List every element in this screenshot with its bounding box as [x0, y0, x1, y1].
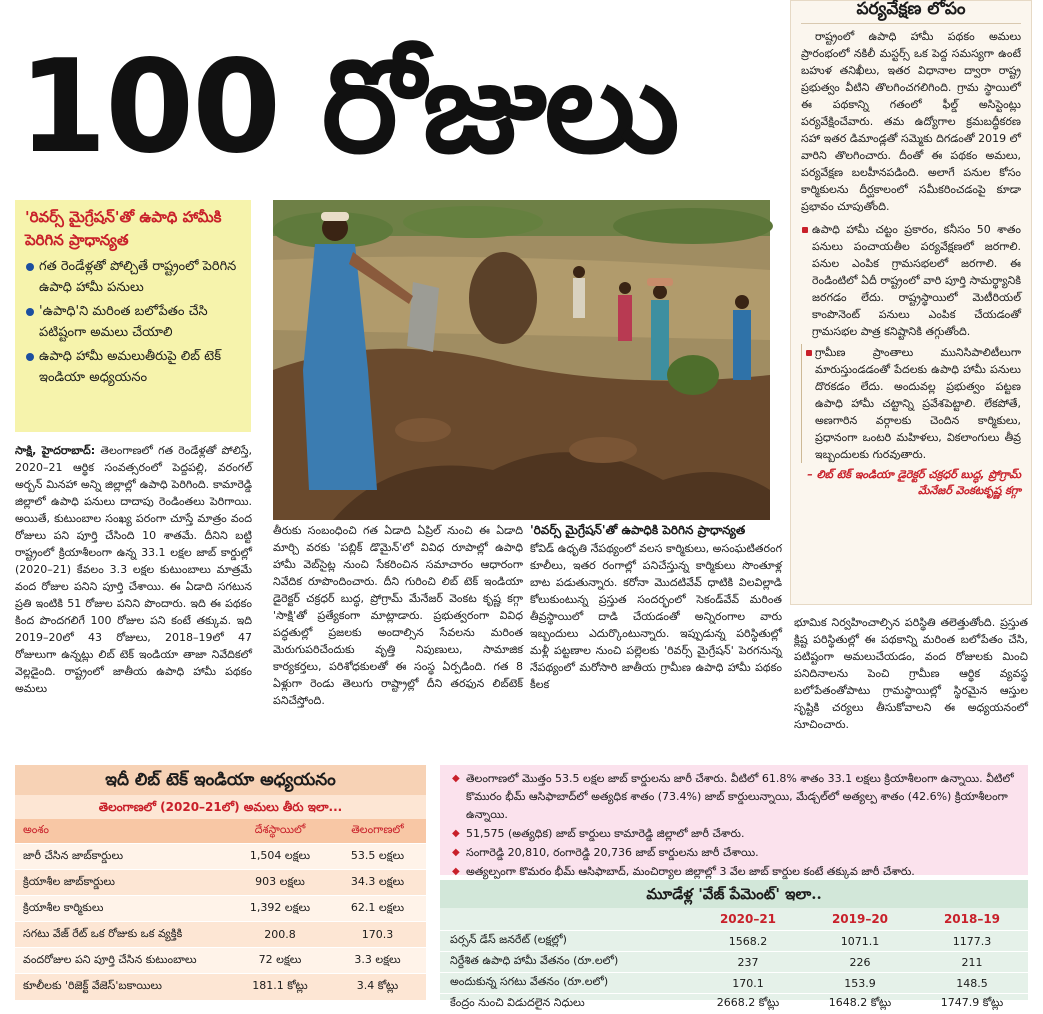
table-cell: పర్సన్ డేస్ జనరేట్ (లక్షల్లో) — [440, 931, 692, 952]
column-header: దేశస్థాయిలో — [231, 819, 329, 844]
photo-soil-clod — [569, 437, 637, 463]
column-header: తెలంగాణలో — [329, 819, 426, 844]
photo-worker-basket — [647, 278, 673, 286]
table-cell: క్రియాశీల జాబ్‌కార్డులు — [15, 870, 231, 896]
dot-bullet-icon — [26, 353, 34, 361]
photo-woman-headcloth — [321, 212, 349, 221]
sidebar-continuation — [790, 614, 1032, 748]
table-cell: నిర్దేశిత ఉపాధి హామీ వేతనం (రూ.లలో) — [440, 952, 692, 973]
sidebar-bullet-text: ఉపాధి హామీ చట్టం ప్రకారం, కనీసం 50 శాతం పనులు పంచాయతీల పర్యవేక్షణలో జరగాలి. పనుల ఎంపిక గ్రామసభలలో జరగాలి. ఈ రెండింటిలో ఏదీ రాష్ట్రంలో వారి పూర్తి సామర్థ్యానికి జరగడం లేదు. రాష్ట్రస్థాయిలో మెటీరియల్ కాంపొనెంట్ పనులు ఎంపిక చేయడంతో గ్రామసభల పాత్ర కనిష్టానికి తగ్గుతోంది. — [812, 223, 1021, 338]
table-cell: వందరోజుల పని పూర్తి చేసిన కుటుంబాలు — [15, 948, 231, 974]
table-cell: జారీ చేసిన జాబ్‌కార్డులు — [15, 844, 231, 870]
fact-item — [452, 863, 1016, 881]
table-cell: 153.9 — [804, 973, 916, 994]
table-cell: అందుకున్న సగటు వేతనం (రూ.లలో) — [440, 973, 692, 994]
study-table — [15, 819, 426, 999]
article-col3-text: కోవిడ్ ఉధృతి నేపథ్యంలో వలస కార్మికులు, అసంఘటితరంగ కూలీలు, ఇతర రంగాల్లో పనిచేస్తున్న కార్మికులు సొంతూళ్ల బాట పడుతున్నారు. కరోనా మొదటివేవ్ ధాటికి విలవిల్లాడి కోలుకుంటున్న ప్రస్తుత సందర్భంలో సెకండ్‌వేవ్ మరింత తీవ్రస్థాయిలో దాడి చేయడంతో అన్నిరంగాల వారు ఇబ్బందులు ఎదుర్కొంటున్నారు. ఇప్పుడున్న పరిస్థితుల్లో మళ్లీ పట్టణాల నుంచి పల్లెలకు 'రివర్స్ మైగ్రేషన్' పెరగనున్న నేపథ్యంలో మరోసారి జాతీయ గ్రామీణ ఉపాధి హామీ పథకం కీలక — [530, 540, 782, 693]
highlight-box — [15, 200, 251, 432]
table-cell: 2668.2 కోట్లు — [692, 994, 804, 1014]
square-bullet-icon — [806, 350, 812, 356]
dot-bullet-icon — [26, 308, 34, 316]
table-row — [15, 870, 426, 896]
article-subheading: 'రివర్స్ మైగ్రేషన్'తో ఉపాధికి పెరిగిన ప్రాధాన్యత — [530, 522, 782, 539]
fact-item — [452, 770, 1016, 824]
table-row — [440, 931, 1028, 952]
photo-green-shrub — [667, 355, 719, 395]
table-row — [15, 974, 426, 1000]
sidebar-continuation-text: భూమిక నిర్వహించాల్సిన పరిస్థితి తలెత్తుతోంది. ప్రస్తుత క్లిష్ట పరిస్థితుల్లో ఈ పథకాన్ని మరింత బలోపేతం చేసి, పటిష్టంగా అమలుచేయడం, వంద రోజులకు మించి పనిదినాలను పెంచి గ్రామీణ ఆర్థిక వ్యవస్థ బలోపేతంతోపాటు గ్రామస్థాయిల్లో స్థిరమైన ఆస్తుల సృష్టికి చర్యలు తీసుకోవాలని ఈ అధ్యయనంలో సూచించారు. — [794, 614, 1028, 733]
table-cell: 903 లక్షలు — [231, 870, 329, 896]
table-cell: 1648.2 కోట్లు — [804, 994, 916, 1014]
article-column-2 — [273, 522, 523, 747]
table-cell: 34.3 లక్షలు — [329, 870, 426, 896]
table-cell: 1,392 లక్షలు — [231, 896, 329, 922]
sidebar-bullet-list — [801, 221, 1021, 463]
highlight-item — [25, 346, 241, 388]
highlight-item-text: ఉపాధి హామీ అమలుతీరుపై లిబ్ టెక్ ఇండియా అధ్యయనం — [39, 349, 221, 385]
table-row — [15, 948, 426, 974]
photo-workers-scene — [273, 200, 770, 520]
table-row — [15, 896, 426, 922]
table-cell: 53.5 లక్షలు — [329, 844, 426, 870]
article-col1-text: తెలంగాణలో గత రెండేళ్లతో పోలిస్తే, 2020–21 ఆర్థిక సంవత్సరంలో పెద్దపల్లి, వరంగల్ అర్బన్ మినహా అన్ని జిల్లాల్లో ఉపాధి పెరిగింది. కామారెడ్డి జిల్లాలో ఉపాధి పనులు దాదాపు రెండింతలు పెరిగాయి. అయితే, కుటుంబాల సంఖ్య పరంగా చూస్తే మాత్రం వంద రోజులు పని పూర్తి చేసింది 10 శాతమే. దీనిని బట్టి రాష్ట్రంలో క్రియాశీలంగా ఉన్న 33.1 లక్షల జాబ్ కార్డుల్లో (2020–21) కేవలం 3.3 లక్షల కుటుంబాలు మాత్రమే వంద రోజుల పనిని పూర్తి చేశాయి. ఈ ఏడాది సగటున ప్రతి ఇంటికి 51 రోజుల పనిని పొందారు. ఇది ఈ పథకం కింద పొందగలిగే 100 రోజుల పని కంటే తక్కువ. ఇది 2019–20లో 43 రోజులు, 2018–19లో 47 రోజులుగా ఉన్నట్లు లిబ్ టెక్ ఇండియా తాజా నివేదికలో వెల్లడైంది. రాష్ట్రంలో జాతీయ ఉపాధి హామీ పథకం అమలు — [15, 444, 252, 695]
dot-bullet-icon — [26, 263, 34, 271]
diamond-bullet-icon: ◆ — [452, 863, 460, 881]
column-header: 2020–21 — [692, 908, 804, 931]
table-header-row — [15, 819, 426, 844]
table-row — [440, 952, 1028, 973]
table-row — [15, 922, 426, 948]
diamond-bullet-icon: ◆ — [452, 825, 460, 843]
table-cell: 237 — [692, 952, 804, 973]
article-column-1 — [15, 442, 252, 747]
diamond-bullet-icon: ◆ — [452, 770, 460, 788]
sidebar-paragraph: రాష్ట్రంలో ఉపాధి హామీ పథకం అమలు ప్రారంభంలో నకిలీ మస్టర్స్ ఒక పెద్ద సమస్యగా ఉంటే బహుళ తనిఖీలు, ఇతర విధానాల ద్వారా రాష్ట్ర ప్రభుత్వం వీటిని తొలగించగలిగింది. గ్రామ స్థాయిలో ఈ పథకాన్ని గతంలో ఫీల్డ్ అసిస్టెంట్లు పర్యవేక్షించేవారు. తమ ఉద్యోగాల క్రమబద్ధీకరణ సహా ఇతర డిమాండ్లతో సమ్మెకు దిగడంతో 2019 లో వారిని తొలగించారు. దీంతో ఈ పథకం అమలు, పర్యవేక్షణ బలహీనపడింది. అలాగే పనుల కోసం కార్మికులను దీర్ఘకాలంలో సమీకరించడంపై కూడా ప్రభావం చూపుతోంది. — [801, 28, 1021, 215]
photo-bush — [403, 206, 543, 238]
photo-worker-figure — [733, 310, 751, 380]
sidebar-bullet-text: గ్రామీణ ప్రాంతాలు మునిసిపాలిటీలుగా మారుస్తుండడంతో పేదలకు ఉపాధి హామీ పనులు దొరకడం లేదు. అందువల్ల ప్రభుత్వం పట్టణ ఉపాధి హామీ చట్టాన్ని ప్రవేశపెట్టాలి. లేకపోతే, అణగారిన వర్గాలకు చెందిన కార్మికులు, ప్రధానంగా ఒంటరి మహిళలు, వికలాంగులు తీవ్ర ఇబ్బందులకు గురవుతారు. — [815, 346, 1021, 461]
photo-flying-soil — [469, 252, 537, 344]
highlight-item — [25, 301, 241, 343]
study-table-box — [15, 765, 426, 1000]
sidebar-title: పర్యవేక్షణ లోపం — [801, 0, 1021, 24]
sidebar-box — [790, 0, 1032, 605]
sidebar-signature: – లిబ్ టెక్ ఇండియా డైరెక్టర్ చక్రధర్ బుద్ధ, ప్రోగ్రామ్ మేనేజర్ వెంకటకృష్ణ కగ్గా — [801, 467, 1021, 499]
photo-bush — [613, 208, 773, 244]
highlight-item-text: గత రెండేళ్లతో పోల్చితే రాష్ట్రంలో పెరిగిన ఉపాధి హామీ పనులు — [39, 259, 236, 295]
table-cell: 148.5 — [916, 973, 1028, 994]
table-cell: కేంద్రం నుంచి విడుదలైన నిధులు — [440, 994, 692, 1014]
fact-text: సంగారెడ్డి 20,810, రంగారెడ్డి 20,736 జాబ్ కార్డులను జారీ చేశాయి. — [466, 846, 759, 859]
table-cell: 1568.2 — [692, 931, 804, 952]
table-cell: 211 — [916, 952, 1028, 973]
square-bullet-icon — [802, 227, 808, 233]
wage-table-title: మూడేళ్ల 'వేజ్ పేమెంట్' ఇలా.. — [440, 880, 1028, 908]
column-header: అంశం — [15, 819, 231, 844]
news-photo — [273, 200, 770, 520]
fact-text: తెలంగాణలో మొత్తం 53.5 లక్షల జాబ్ కార్డులను జారీ చేశారు. వీటిలో 61.8% శాతం 33.1 లక్షలు క్రియాశీలంగా ఉన్నాయి. వీటిలో కొమురం భీమ్ ఆసిఫాబాద్‌లో అత్యధిక శాతం (73.4%) జాబ్ కార్డులున్నాయి, మేడ్చల్‌లో అత్యల్ప శాతం (42.6%) క్రియాశీలంగా ఉన్నాయి. — [466, 772, 1014, 821]
table-cell: క్రియాశీల కార్మికులు — [15, 896, 231, 922]
table-cell: 3.4 కోట్లు — [329, 974, 426, 1000]
article-text — [15, 442, 252, 697]
column-header: 2019–20 — [804, 908, 916, 931]
table-cell: 226 — [804, 952, 916, 973]
article-col2-text: తీరుకు సంబంధించి గత ఏడాది ఏప్రిల్ నుంచి ఈ ఏడాది మార్చి వరకు 'పబ్లిక్ డొమైన్'లో వివిధ రూపాల్లో ఉపాధి హామీ వెబ్‌సైట్ల నుంచి సేకరించిన సమాచారం ఆధారంగా నివేదిక రూపొందించారు. దీని గురించి లిబ్ టెక్ ఇండియా డైరెక్టర్ చక్రధర్ బుద్ధ, ప్రోగ్రామ్ మేనేజర్ వెంకట కృష్ణ కగ్గా 'సాక్షి'తో ప్రత్యేకంగా మాట్లాడారు. ప్రభుత్వరంగా వివిధ పద్ధతుల్లో ప్రజలకు అందాల్సిన సేవలను మరింత మెరుగుపరిచేందుకు వృత్తి నిపుణులు, సామాజిక కార్యకర్తలు, పరిశోధకులతో ఈ సంస్థ ఏర్పడింది. గత 8 ఏళ్లుగా రెండు తెలుగు రాష్ట్రాల్లో దీని తరఫున లిబ్‌టెక్ పనిచేస్తోంది. — [273, 522, 523, 709]
column-header — [440, 908, 692, 931]
photo-soil-clod — [395, 418, 451, 442]
column-header: 2018–19 — [916, 908, 1028, 931]
study-table-subtitle: తెలంగాణలో (2020–21లో) అమలు తీరు ఇలా... — [15, 795, 426, 819]
table-header-row — [440, 908, 1028, 931]
article-column-3 — [530, 522, 782, 747]
sidebar-bullet — [801, 344, 1021, 463]
photo-worker-head — [573, 266, 585, 278]
wage-table — [440, 908, 1028, 1014]
table-cell: 1747.9 కోట్లు — [916, 994, 1028, 1014]
facts-box — [440, 765, 1028, 875]
photo-worker-figure — [618, 295, 632, 341]
fact-item — [452, 844, 1016, 862]
photo-worker-figure — [651, 300, 669, 380]
table-cell: 181.1 కోట్లు — [231, 974, 329, 1000]
table-cell: 3.3 లక్షలు — [329, 948, 426, 974]
table-cell: 1177.3 — [916, 931, 1028, 952]
table-row — [440, 973, 1028, 994]
highlight-item-text: 'ఉపాధి'ని మరింత బలోపేతం చేసి పటిష్టంగా అమలు చేయాలి — [39, 304, 208, 340]
table-cell: సగటు వేజ్ రేట్ ఒక రోజుకు ఒక వ్యక్తికి — [15, 922, 231, 948]
table-cell: 1,504 లక్షలు — [231, 844, 329, 870]
table-cell: 200.8 — [231, 922, 329, 948]
photo-worker-figure — [573, 278, 585, 318]
table-cell: కూలీలకు 'రిజెక్ట్ వేజెస్'బకాయిలు — [15, 974, 231, 1000]
table-cell: 170.3 — [329, 922, 426, 948]
highlight-item — [25, 256, 241, 298]
dateline: సాక్షి, హైదరాబాద్: — [15, 444, 95, 457]
photo-worker-head — [619, 282, 631, 294]
table-cell: 1071.1 — [804, 931, 916, 952]
table-cell: 62.1 లక్షలు — [329, 896, 426, 922]
table-row — [440, 994, 1028, 1014]
table-cell: 72 లక్షలు — [231, 948, 329, 974]
sidebar-bullet — [801, 221, 1021, 340]
fact-text: 51,575 (అత్యధిక) జాబ్ కార్డులు కామారెడ్డి జిల్లాలో జారీ చేశారు. — [466, 827, 744, 840]
fact-text: అత్యల్పంగా కొమరం భీమ్ ఆసిఫాబాద్, మంచిర్యాల జిల్లాల్లో 3 వేల జాబ్ కార్డుల కంటే తక్కువ జారీ చేశారు. — [466, 865, 915, 878]
study-table-title: ఇదీ లిబ్ టెక్ ఇండియా అధ్యయనం — [15, 765, 426, 795]
facts-list — [452, 770, 1016, 881]
headline: 100 రోజులు — [18, 28, 783, 193]
diamond-bullet-icon: ◆ — [452, 844, 460, 862]
highlight-list — [25, 256, 241, 388]
photo-worker-head — [653, 285, 667, 299]
photo-worker-head — [735, 295, 749, 309]
table-row — [15, 844, 426, 870]
wage-table-box — [440, 880, 1028, 1000]
fact-item — [452, 825, 1016, 843]
highlight-title: 'రివర్స్ మైగ్రేషన్'తో ఉపాధి హామీకి పెరిగిన ప్రాధాన్యత — [25, 206, 241, 252]
table-cell: 170.1 — [692, 973, 804, 994]
